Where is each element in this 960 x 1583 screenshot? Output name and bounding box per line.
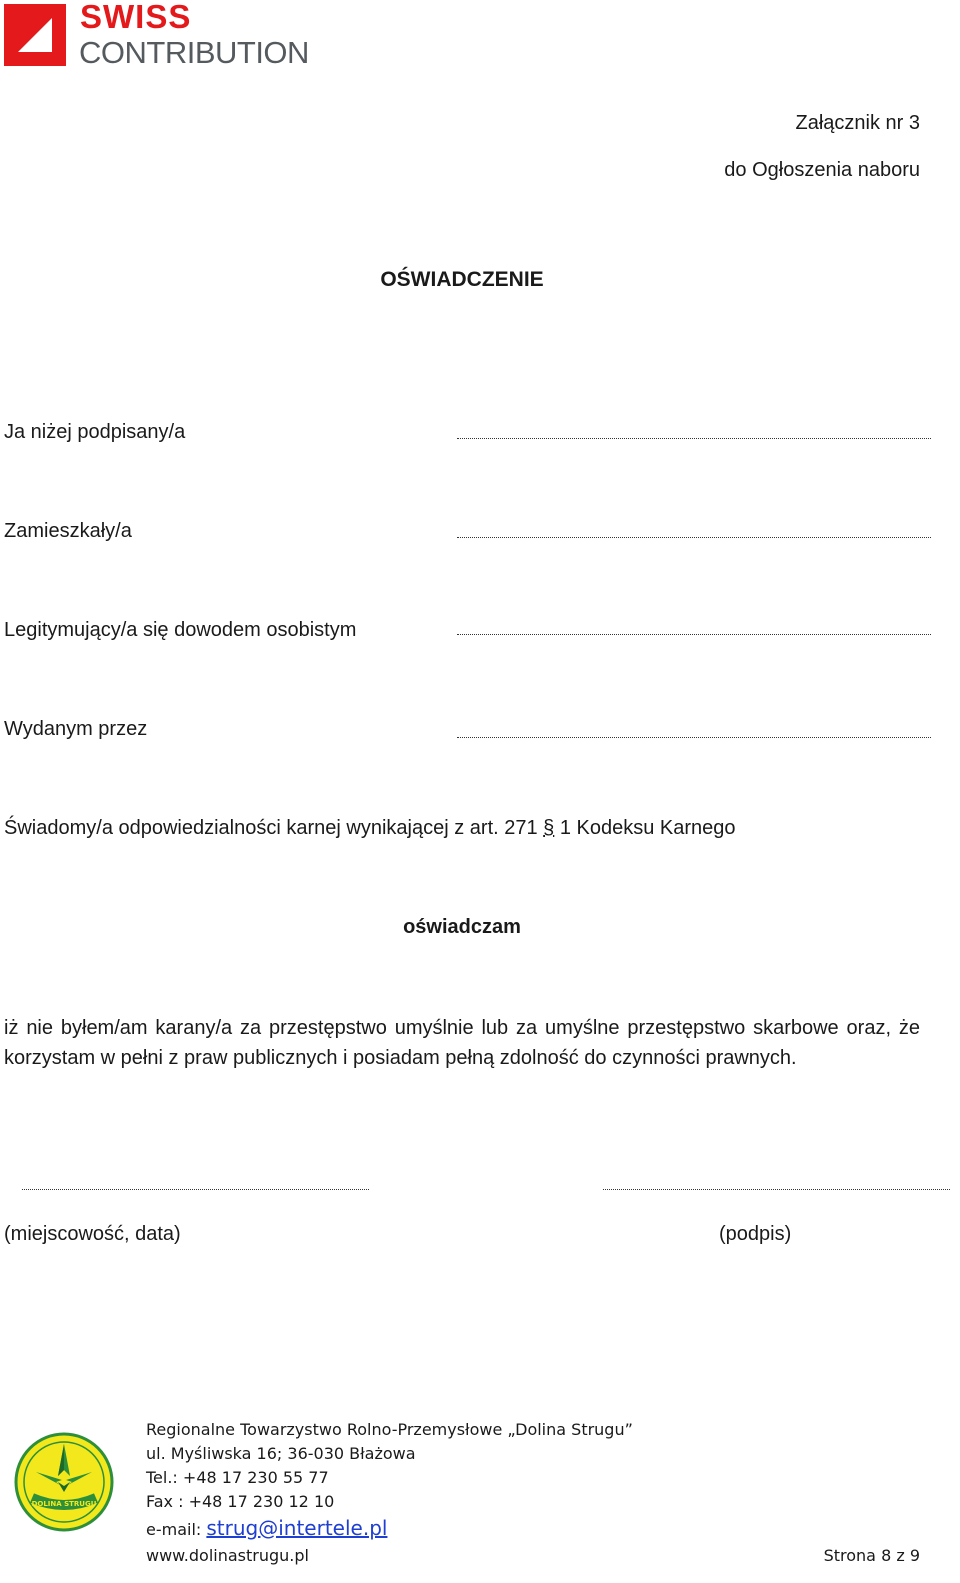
issued-by-label: Wydanym przez [4, 718, 148, 740]
document-title: OŚWIADCZENIE [380, 268, 544, 291]
place-date-caption: (miejscowość, data) [4, 1223, 181, 1245]
footer-email-row [146, 1516, 387, 1540]
annex-number: Załącznik nr 3 [795, 112, 920, 134]
residence-label: Zamieszkały/a [4, 520, 132, 542]
name-fill-line[interactable] [457, 438, 931, 439]
statement-text-start: Świadomy/a odpowiedzialności karnej wynikającej z art. 271 [4, 817, 544, 839]
id-document-fill-line[interactable] [457, 634, 931, 635]
annex-subtitle: do Ogłoszenia naboru [724, 159, 920, 181]
page-number: Strona 8 z 9 [823, 1546, 920, 1565]
logo-text-swiss: SWISS [80, 0, 192, 35]
swiss-logo-triangle-icon [4, 4, 66, 66]
criminal-liability-statement [4, 817, 736, 840]
name-label: Ja niżej podpisany/a [4, 421, 186, 443]
place-date-fill-line[interactable] [22, 1189, 369, 1190]
statement-text-end: 1 Kodeksu Karnego [554, 817, 736, 839]
footer-phone: Tel.: +48 17 230 55 77 [146, 1468, 329, 1487]
dolina-strugu-badge [14, 1432, 114, 1532]
footer-address: ul. Myśliwska 16; 36-030 Błażowa [146, 1444, 416, 1463]
swiss-logo-mark [4, 4, 66, 66]
signature-fill-line[interactable] [603, 1189, 950, 1190]
section-sign: § [543, 817, 555, 839]
badge-text: DOLINA STRUGU [31, 1500, 97, 1508]
residence-fill-line[interactable] [457, 537, 931, 538]
declaration-body: iż nie byłem/am karany/a za przestępstwo umyślnie lub za umyślne przestępstwo skarbowe oraz, że korzystam w pełni z praw publicznych i posiadam pełną zdolność do czynności prawnych. [4, 1017, 920, 1069]
issued-by-fill-line[interactable] [457, 737, 931, 738]
declare-heading: oświadczam [403, 916, 521, 938]
signature-caption: (podpis) [719, 1223, 792, 1245]
logo-text-contribution: CONTRIBUTION [79, 35, 309, 70]
swiss-contribution-logo [4, 2, 314, 70]
footer-email-label: e-mail: [146, 1520, 207, 1539]
footer-organization: Regionalne Towarzystwo Rolno-Przemysłowe „Dolina Strugu” [146, 1420, 633, 1439]
footer-website[interactable]: www.dolinastrugu.pl [146, 1546, 309, 1565]
id-document-label: Legitymujący/a się dowodem osobistym [4, 619, 357, 641]
footer-email-link[interactable]: strug@intertele.pl [206, 1516, 388, 1540]
footer-fax: Fax : +48 17 230 12 10 [146, 1492, 335, 1511]
dolina-strugu-emblem-icon [14, 1432, 114, 1532]
